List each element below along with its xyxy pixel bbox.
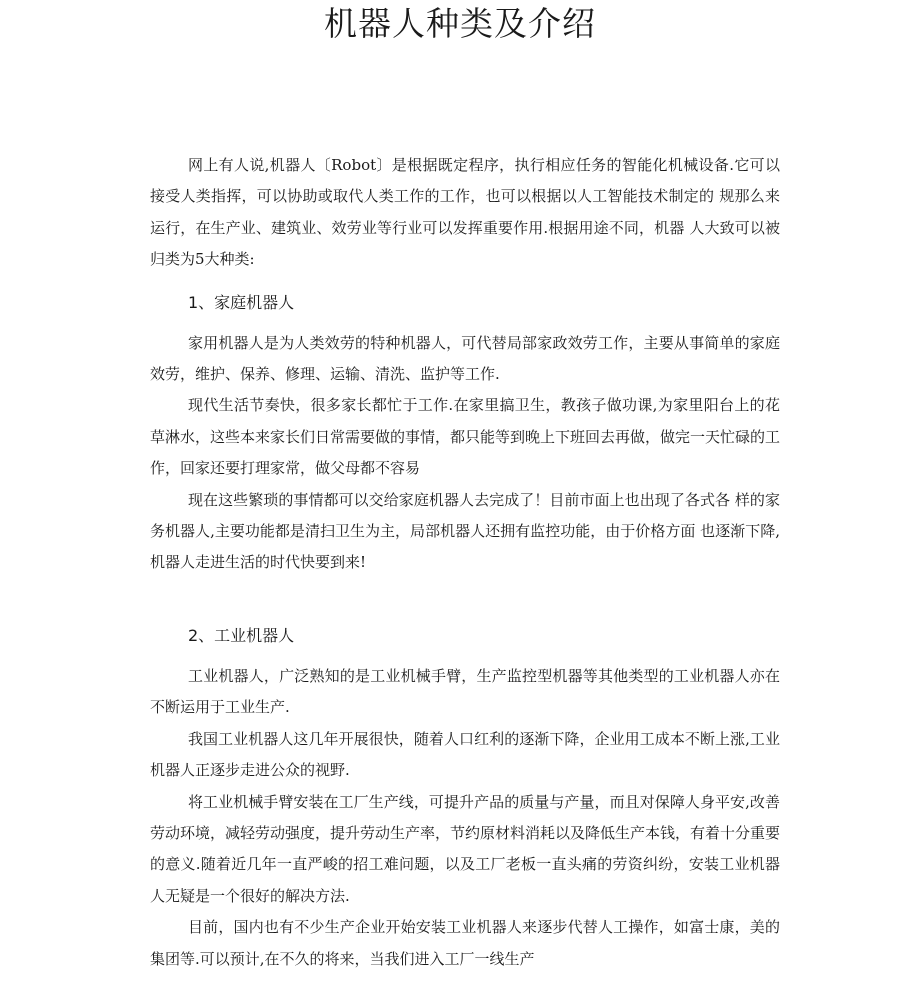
industrial-robot-paragraph-1: 工业机器人，广泛熟知的是工业机械手臂，生产监控型机器等其他类型的工业机器人亦在不断运用于工业生产. — [150, 666, 780, 717]
industrial-robot-paragraph-3: 将工业机械手臂安装在工厂生产线，可提升产品的质量与产量，而且对保障人身平安,改善劳动环境，减轻劳动强度，提升劳动生产率，节约原材料消耗以及降低生产本钱，有着十分重要的意义.随着近几年一直严峻的招工难问题，以及工厂老板一直头痛的劳资纠纷，安装工业机器人无疑是一个很好的解决方法. — [150, 792, 781, 905]
home-robot-paragraph-1: 家用机器人是为人类效劳的特种机器人，可代替局部家政效劳工作，主要从事简单的家庭效劳，维护、保养、修理、运输、清洗、监护等工作. — [150, 333, 780, 384]
home-robot-paragraph-3: 现在这些繁琐的事情都可以交给家庭机器人去完成了！目前市面上也出现了各式各 样的家务机器人,主要功能都是清扫卫生为主，局部机器人还拥有监控功能，由于价格方面 也逐渐下降,机器人走进生活的时代快要到来! — [150, 490, 780, 572]
intro-paragraph: 网上有人说,机器人〔Robot〕是根据既定程序，执行相应任务的智能化机械设备.它可以接受人类指挥，可以协助或取代人类工作的工作，也可以根据以人工智能技术制定的 规那么来运行，在生产业、建筑业、效劳业等行业可以发挥重要作用.根据用途不同，机器 人大致可以被归类为5大种类: — [150, 156, 780, 269]
section-heading-home-robot: 1、家庭机器人 — [188, 292, 295, 312]
industrial-robot-paragraph-2: 我国工业机器人这几年开展很快，随着人口红利的逐渐下降，企业用工成本不断上涨,工业机器人正逐步走进公众的视野. — [150, 729, 780, 780]
section-heading-industrial-robot: 2、工业机器人 — [188, 625, 295, 645]
document-body — [150, 150, 780, 975]
home-robot-paragraph-2: 现代生活节奏快，很多家长都忙于工作.在家里搞卫生，教孩子做功课,为家里阳台上的花草淋水，这些本来家长们日常需要做的事情，都只能等到晚上下班回去再做，做完一天忙碌的工作，回家还要打理家常，做父母都不容易 — [150, 396, 781, 478]
industrial-robot-paragraph-4: 目前，国内也有不少生产企业开始安装工业机器人来逐步代替人工操作，如富士康，美的集团等.可以预计,在不久的将来，当我们进入工厂一线生产 — [150, 918, 780, 968]
document-title: 机器人种类及介绍 — [324, 4, 596, 43]
